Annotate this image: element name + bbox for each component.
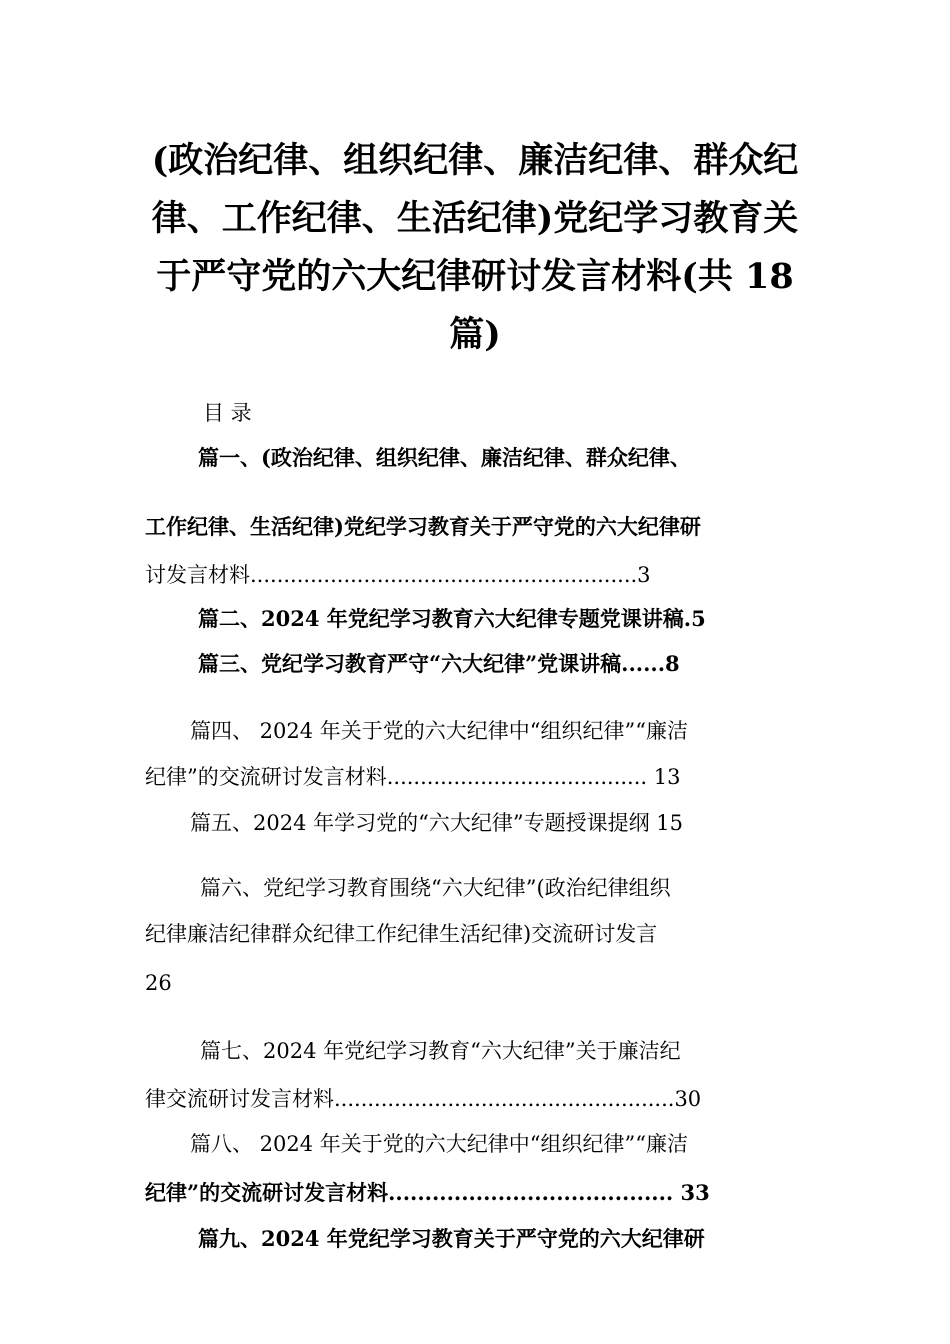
document-title	[120, 132, 830, 364]
title-line: 律、工作纪律、生活纪律)党纪学习教育关	[151, 198, 799, 239]
toc-entry-7-line-2: 律交流研讨发言材料...................................................30	[145, 1087, 702, 1111]
toc-entry-8-line-2: 纪律”的交流研讨发言材料....................................... 33	[145, 1180, 710, 1205]
toc-entry-4-line-2: 纪律”的交流研讨发言材料....................................... 13	[145, 765, 681, 789]
toc-entry-5: 篇五、2024 年学习党的“六大纪律”专题授课提纲 15	[190, 811, 683, 835]
toc-entry-2: 篇二、2024 年党纪学习教育六大纪律专题党课讲稿.5	[198, 606, 706, 631]
toc-entry-4-line-1: 篇四、 2024 年关于党的六大纪律中“组织纪律”“廉洁	[190, 719, 688, 743]
toc-entry-6-line-3: 26	[145, 971, 172, 995]
title-line: (政治纪律、组织纪律、廉洁纪律、群众纪	[151, 140, 799, 181]
title-line: 篇)	[449, 314, 501, 355]
toc-entry-7-line-1: 篇七、2024 年党纪学习教育“六大纪律”关于廉洁纪	[200, 1039, 681, 1063]
toc-entry-1-line-3: 讨发言材料..........................................................3	[145, 563, 651, 587]
toc-entry-6-line-2: 纪律廉洁纪律群众纪律工作纪律生活纪律)交流研讨发言	[145, 922, 658, 946]
toc-entry-8-line-1: 篇八、 2024 年关于党的六大纪律中“组织纪律”“廉洁	[190, 1132, 688, 1156]
toc-entry-9: 篇九、2024 年党纪学习教育关于严守党的六大纪律研	[198, 1226, 705, 1251]
title-line: 于严守党的六大纪律研讨发言材料(共 18	[156, 256, 794, 297]
toc-entry-1-line-2: 工作纪律、生活纪律)党纪学习教育关于严守党的六大纪律研	[145, 514, 701, 539]
toc-entry-1-line-1: 篇一、(政治纪律、组织纪律、廉洁纪律、群众纪律、	[198, 445, 691, 470]
toc-heading: 目 录	[203, 401, 252, 425]
toc-entry-6-line-1: 篇六、党纪学习教育围绕“六大纪律”(政治纪律组织	[200, 876, 671, 900]
toc-entry-3: 篇三、党纪学习教育严守“六大纪律”党课讲稿......8	[198, 651, 680, 676]
